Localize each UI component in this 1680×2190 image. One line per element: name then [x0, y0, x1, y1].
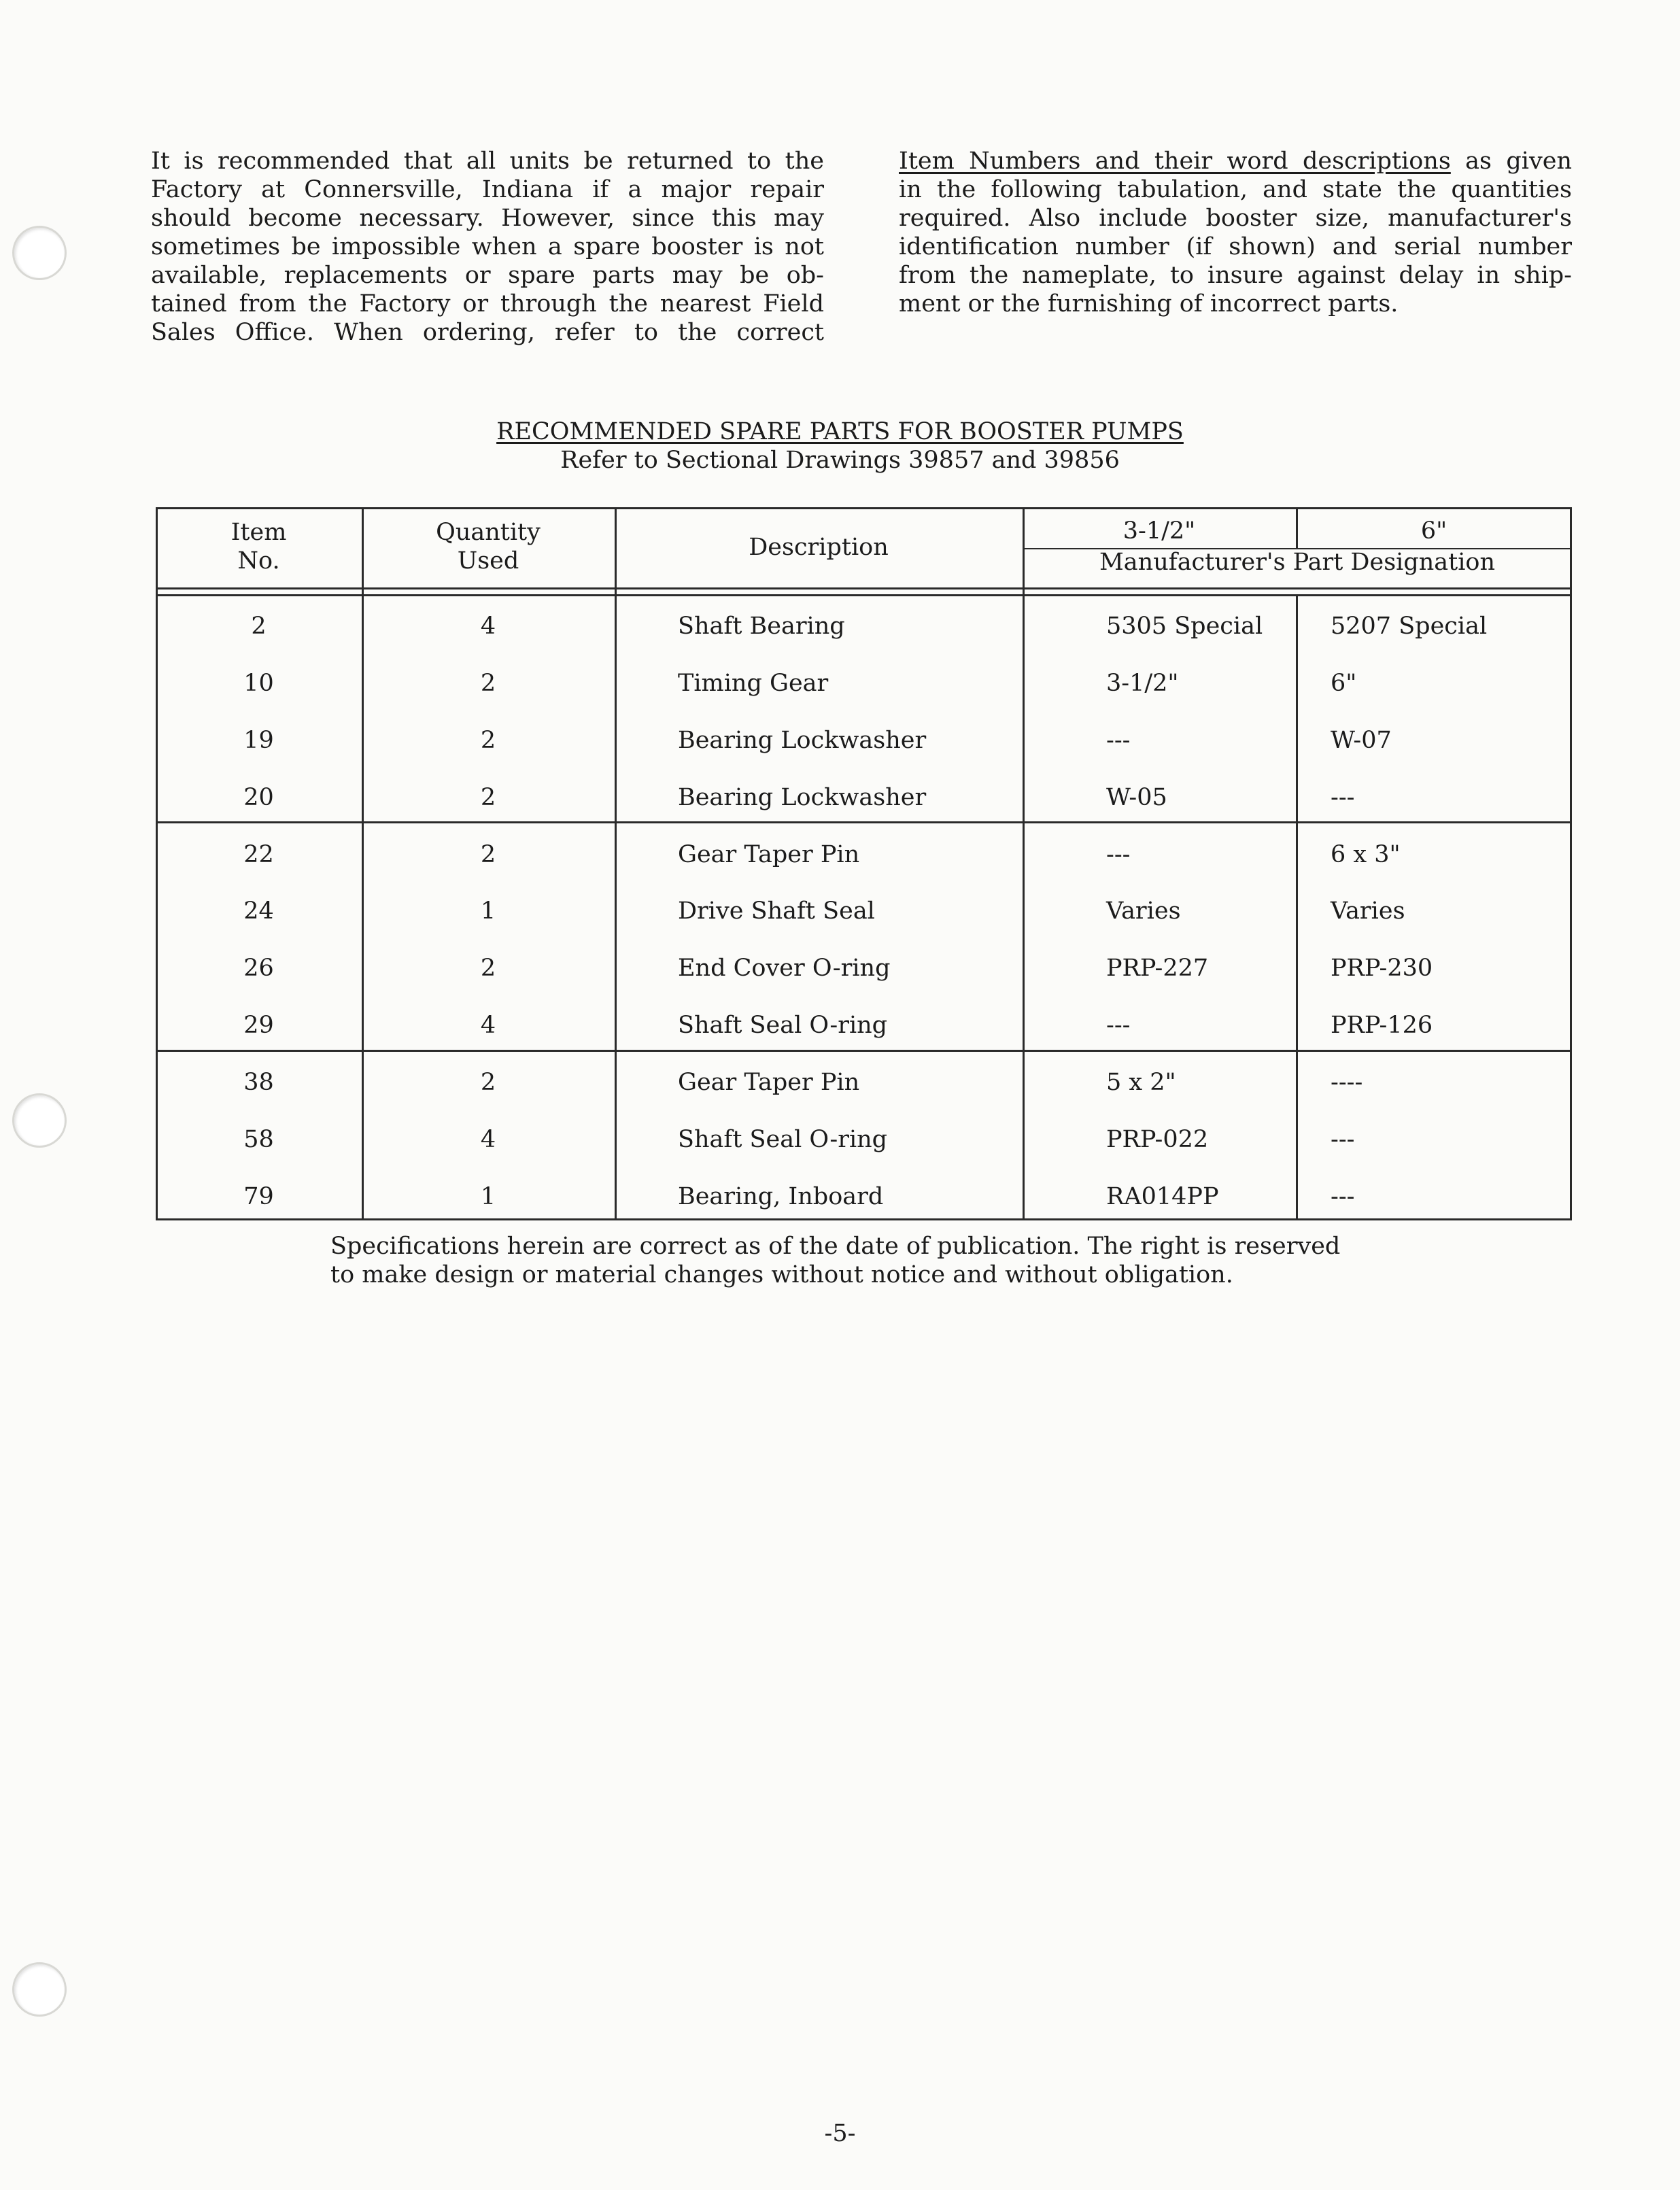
column-divider — [1296, 594, 1298, 1220]
table-title — [0, 417, 1680, 475]
cell-part-3-1-2: 5 x 2" — [1106, 1069, 1176, 1096]
cell-quantity: 2 — [480, 784, 496, 811]
intro-right-line: identification number (if shown) and serial number — [899, 233, 1572, 260]
intro-right-line: required. Also include booster size, manufacturer's — [899, 205, 1572, 232]
header-rule — [156, 587, 1572, 589]
cell-description: End Cover O-ring — [678, 955, 891, 982]
column-divider — [615, 507, 617, 1220]
cell-description: Bearing, Inboard — [678, 1183, 884, 1210]
intro-left-line: Factory at Connersville, Indiana if a major repair — [151, 176, 824, 203]
intro-left-line: It is recommended that all units be returned to the — [151, 148, 824, 175]
cell-part-3-1-2: --- — [1106, 727, 1131, 754]
intro-left-line: sometimes be impossible when a spare booster is not — [151, 233, 824, 260]
cell-item-no: 2 — [251, 613, 267, 640]
group-separator — [156, 821, 1572, 823]
intro-left-line: tained from the Factory or through the nearest Field — [151, 290, 824, 318]
cell-part-6: 6 x 3" — [1331, 841, 1401, 868]
cell-part-6: --- — [1331, 1183, 1355, 1210]
cell-part-6: PRP-126 — [1331, 1012, 1433, 1039]
underlined-phrase: Item Numbers and their word descriptions — [899, 148, 1451, 175]
specifications-note — [330, 1232, 1445, 1289]
cell-item-no: 38 — [243, 1069, 274, 1096]
intro-right-line: from the nameplate, to insure against delay in ship- — [899, 262, 1572, 289]
intro-right-line: ment or the furnishing of incorrect parts. — [899, 290, 1399, 318]
cell-item-no: 20 — [243, 784, 274, 811]
intro-left-line: Sales Office. When ordering, refer to the correct — [151, 319, 824, 346]
cell-item-no: 29 — [243, 1012, 274, 1039]
cell-quantity: 4 — [480, 613, 496, 640]
cell-quantity: 2 — [480, 841, 496, 868]
cell-quantity: 2 — [480, 1069, 496, 1096]
header-size-3-1-2: 3-1/2" — [1122, 517, 1196, 545]
cell-item-no: 24 — [243, 897, 274, 925]
cell-part-3-1-2: Varies — [1106, 897, 1181, 925]
header-no-label: No. — [237, 547, 280, 575]
spare-parts-table — [156, 507, 1572, 1221]
intro-left-line: available, replacements or spare parts may be ob- — [151, 262, 824, 289]
cell-part-3-1-2: 3-1/2" — [1106, 670, 1179, 697]
cell-quantity: 2 — [480, 727, 496, 754]
header-quantity-used — [362, 518, 615, 575]
cell-part-3-1-2: PRP-022 — [1106, 1126, 1209, 1153]
cell-part-6: PRP-230 — [1331, 955, 1433, 982]
cell-part-3-1-2: --- — [1106, 841, 1131, 868]
cell-description: Shaft Bearing — [678, 613, 845, 640]
header-description: Description — [749, 534, 889, 561]
punch-hole-top — [12, 226, 67, 280]
page-number: -5- — [824, 2120, 856, 2147]
table-border-top — [156, 507, 1572, 509]
cell-part-3-1-2: --- — [1106, 1012, 1131, 1039]
cell-item-no: 19 — [243, 727, 274, 754]
cell-quantity: 4 — [480, 1012, 496, 1039]
header-used-label: Used — [457, 547, 519, 575]
cell-quantity: 2 — [480, 670, 496, 697]
cell-item-no: 10 — [243, 670, 274, 697]
intro-right-paragraph — [899, 147, 1572, 318]
intro-right-line: in the following tabulation, and state the quantities — [899, 176, 1572, 203]
header-part-designation: Manufacturer's Part Designation — [1099, 549, 1496, 576]
table-heading: RECOMMENDED SPARE PARTS FOR BOOSTER PUMPS — [496, 418, 1184, 445]
cell-quantity: 4 — [480, 1126, 496, 1153]
header-quantity-label: Quantity — [436, 519, 541, 546]
group-separator — [156, 1050, 1572, 1052]
column-divider — [1023, 507, 1025, 1220]
cell-part-6: --- — [1331, 1126, 1355, 1153]
intro-left-line: should become necessary. However, since this may — [151, 205, 824, 232]
note-line-2: to make design or material changes without notice and without obligation. — [330, 1261, 1233, 1288]
note-line-1: Specifications herein are correct as of the date of publication. The right is reserved — [330, 1233, 1341, 1260]
cell-part-3-1-2: PRP-227 — [1106, 955, 1209, 982]
cell-description: Shaft Seal O-ring — [678, 1126, 888, 1153]
cell-part-3-1-2: RA014PP — [1106, 1183, 1219, 1210]
table-border-right — [1570, 507, 1572, 1220]
cell-part-6: W-07 — [1331, 727, 1392, 754]
cell-description: Bearing Lockwasher — [678, 784, 927, 811]
cell-part-6: ---- — [1331, 1069, 1363, 1096]
cell-part-6: 5207 Special — [1331, 613, 1488, 640]
cell-description: Gear Taper Pin — [678, 841, 860, 868]
header-size-6: 6" — [1420, 517, 1447, 545]
cell-description: Drive Shaft Seal — [678, 897, 875, 925]
cell-item-no: 58 — [243, 1126, 274, 1153]
punch-hole-bottom — [12, 1962, 67, 2017]
cell-description: Timing Gear — [678, 670, 829, 697]
intro-right-line — [899, 147, 1572, 175]
intro-right-line-rest: as given — [1450, 148, 1572, 175]
cell-item-no: 26 — [243, 955, 274, 982]
header-rule — [156, 594, 1572, 596]
cell-quantity: 2 — [480, 955, 496, 982]
cell-part-6: Varies — [1331, 897, 1405, 925]
header-item-no — [156, 518, 362, 575]
cell-part-3-1-2: 5305 Special — [1106, 613, 1263, 640]
cell-item-no: 79 — [243, 1183, 274, 1210]
cell-part-6: 6" — [1331, 670, 1357, 697]
cell-description: Bearing Lockwasher — [678, 727, 927, 754]
punch-hole-middle — [12, 1093, 67, 1148]
cell-description: Gear Taper Pin — [678, 1069, 860, 1096]
cell-quantity: 1 — [480, 1183, 496, 1210]
header-item-label: Item — [230, 519, 287, 546]
intro-left-paragraph — [151, 147, 824, 347]
table-border-bottom — [156, 1218, 1572, 1220]
cell-part-3-1-2: W-05 — [1106, 784, 1167, 811]
cell-part-6: --- — [1331, 784, 1355, 811]
table-subheading: Refer to Sectional Drawings 39857 and 39856 — [560, 447, 1120, 474]
cell-description: Shaft Seal O-ring — [678, 1012, 888, 1039]
cell-item-no: 22 — [243, 841, 274, 868]
cell-quantity: 1 — [480, 897, 496, 925]
